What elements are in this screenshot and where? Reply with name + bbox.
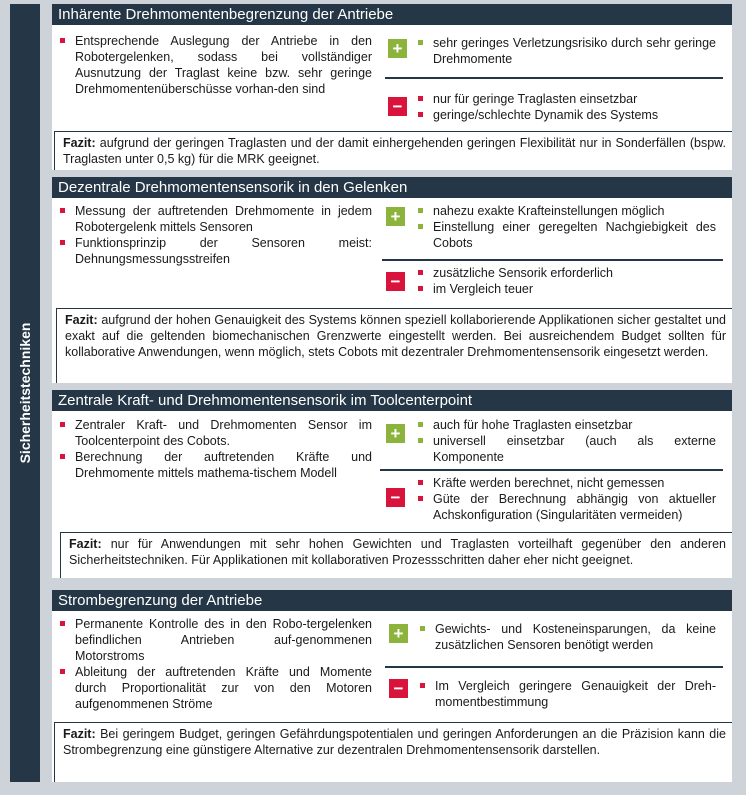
advantages-list — [418, 417, 716, 465]
description-list — [60, 33, 372, 97]
list-item: Gewichts- und Kosteneinsparungen, da keine zusätzlichen Sensoren benötigt werden — [420, 621, 716, 653]
section-inherent-torque-limiting — [52, 4, 732, 170]
list-item: Güte der Berechnung abhängig von aktueller Achskonfiguration (Singularitäten vermeiden) — [418, 491, 716, 523]
divider — [385, 77, 723, 79]
minus-icon: − — [386, 488, 405, 507]
conclusion-box: Fazit: nur für Anwendungen mit sehr hohen Gewichten und Traglasten vorteilhaft gegenüber den anderen Sicherheitstechniken. Für Applikationen mit kollaborativen Prozessschritten daher eher nicht geeignet. — [60, 532, 732, 578]
list-item: geringe/schlechte Dynamik des Systems — [418, 107, 716, 123]
advantages-list — [418, 35, 716, 67]
list-item: Kräfte werden berechnet, nicht gemessen — [418, 475, 716, 491]
section-title: Strombegrenzung der Antriebe — [52, 590, 732, 611]
conclusion-label: Fazit — [63, 727, 92, 741]
list-item: sehr geringes Verletzungsrisiko durch sehr geringe Drehmomente — [418, 35, 716, 67]
divider — [385, 666, 723, 668]
list-item: Entsprechende Auslegung der Antriebe in den Robotergelenken, sodass bei vollständiger Ausnutzung der Traglast keine bzw. sehr geringe Drehmomentenüberschüsse vorhan-den sind — [60, 33, 372, 97]
list-item: Im Vergleich geringere Genauigkeit der Dreh-momentbestimmung — [420, 678, 716, 710]
list-item: nahezu exakte Krafteinstellungen möglich — [418, 203, 716, 219]
list-item: universell einsetzbar (auch als externe Komponente — [418, 433, 716, 465]
list-item: zusätzliche Sensorik erforderlich — [418, 265, 716, 281]
conclusion-box: Fazit: aufgrund der geringen Traglasten und der damit einhergehenden geringen Flexibilität nur in Sonderfällen (bspw. Traglasten unter 0,5 kg) für die MRK geeignet. — [54, 131, 732, 170]
section-central-force-sensing — [52, 390, 732, 578]
section-title: Zentrale Kraft- und Drehmomentensensorik im Toolcenterpoint — [52, 390, 732, 411]
divider — [380, 469, 723, 471]
list-item: Berechnung der auftretenden Kräfte und Drehmomente mittels mathema-tischem Modell — [60, 449, 372, 481]
disadvantages-list — [418, 265, 716, 297]
disadvantages-list — [418, 475, 716, 523]
plus-icon: + — [389, 624, 408, 643]
minus-icon: − — [389, 679, 408, 698]
list-item: Ableitung der auftretenden Kräfte und Momente durch Proportionalität zur von den Motoren aufgenommenen Ströme — [60, 664, 372, 712]
minus-icon: − — [388, 97, 407, 116]
description-list — [60, 203, 372, 267]
conclusion-text: nur für Anwendungen mit sehr hohen Gewichten und Traglasten vorteilhaft gegenüber den anderen Sicherheitstechniken. Für Applikationen mit kollaborativen Prozessschritten daher eher nicht geeignet. — [69, 537, 726, 567]
disadvantages-list — [418, 91, 716, 123]
advantages-list — [418, 203, 716, 251]
description-list — [60, 616, 372, 712]
list-item: auch für hohe Traglasten einsetzbar — [418, 417, 716, 433]
disadvantages-list — [420, 678, 716, 710]
list-item: Zentraler Kraft- und Drehmomenten Sensor im Toolcenterpoint des Cobots. — [60, 417, 372, 449]
section-current-limiting — [52, 590, 732, 782]
conclusion-label: Fazit — [63, 136, 92, 150]
conclusion-text: Bei geringem Budget, geringen Gefährdungspotentialen und geringen Anforderungen an die Präzision kann die Strombegrenzung eine günstigere Alternative zur dezentralen Drehmomentensensorik darstellen. — [63, 727, 726, 757]
sidebar — [10, 4, 40, 782]
list-item: Funktionsprinzip der Sensoren meist: Dehnungsmessungsstreifen — [60, 235, 372, 267]
advantages-list — [420, 621, 716, 653]
section-title: Inhärente Drehmomentenbegrenzung der Antriebe — [52, 4, 732, 25]
minus-icon: − — [386, 272, 405, 291]
plus-icon: + — [386, 207, 405, 226]
section-decentral-torque-sensing — [52, 177, 732, 383]
list-item: im Vergleich teuer — [418, 281, 716, 297]
conclusion-text: aufgrund der hohen Genauigkeit des Systems können speziell kollaborierende Applikationen sicher gestaltet und exakt auf die geltenden biomechanischen Grenzwerte eingestellt werden. Bei ausreichendem Budget sollten für kollaborative Anwendungen, wenn möglich, stets Cobots mit dezentraler Drehmomentensensorik eingesetzt werden. — [65, 313, 726, 359]
conclusion-box: Fazit: aufgrund der hohen Genauigkeit des Systems können speziell kollaborierende Applikationen sicher gestaltet und exakt auf die geltenden biomechanischen Grenzwerte eingestellt werden. Bei ausreichendem Budget sollten für kollaborative Anwendungen, wenn möglich, stets Cobots mit dezentraler Drehmomentensensorik eingesetzt werden. — [56, 308, 732, 383]
list-item: Messung der auftretenden Drehmomente in jedem Robotergelenk mittels Sensoren — [60, 203, 372, 235]
divider — [382, 259, 723, 261]
list-item: Permanente Kontrolle des in den Robo-tergelenken befindlichen Antrieben auf-genommenen Motorstroms — [60, 616, 372, 664]
plus-icon: + — [388, 39, 407, 58]
section-title: Dezentrale Drehmomentensensorik in den Gelenken — [52, 177, 732, 198]
conclusion-label: Fazit — [69, 537, 98, 551]
list-item: Einstellung einer geregelten Nachgiebigkeit des Cobots — [418, 219, 716, 251]
sidebar-label: Sicherheitstechniken — [17, 322, 33, 464]
conclusion-box: Fazit: Bei geringem Budget, geringen Gefährdungspotentialen und geringen Anforderungen an die Präzision kann die Strombegrenzung eine günstigere Alternative zur dezentralen Drehmomentensensorik darstellen. — [54, 722, 732, 782]
list-item: nur für geringe Traglasten einsetzbar — [418, 91, 716, 107]
conclusion-label: Fazit — [65, 313, 94, 327]
conclusion-text: aufgrund der geringen Traglasten und der damit einhergehenden geringen Flexibilität nur in Sonderfällen (bspw. Traglasten unter 0,5 kg) für die MRK geeignet. — [63, 136, 726, 166]
description-list — [60, 417, 372, 481]
plus-icon: + — [386, 424, 405, 443]
